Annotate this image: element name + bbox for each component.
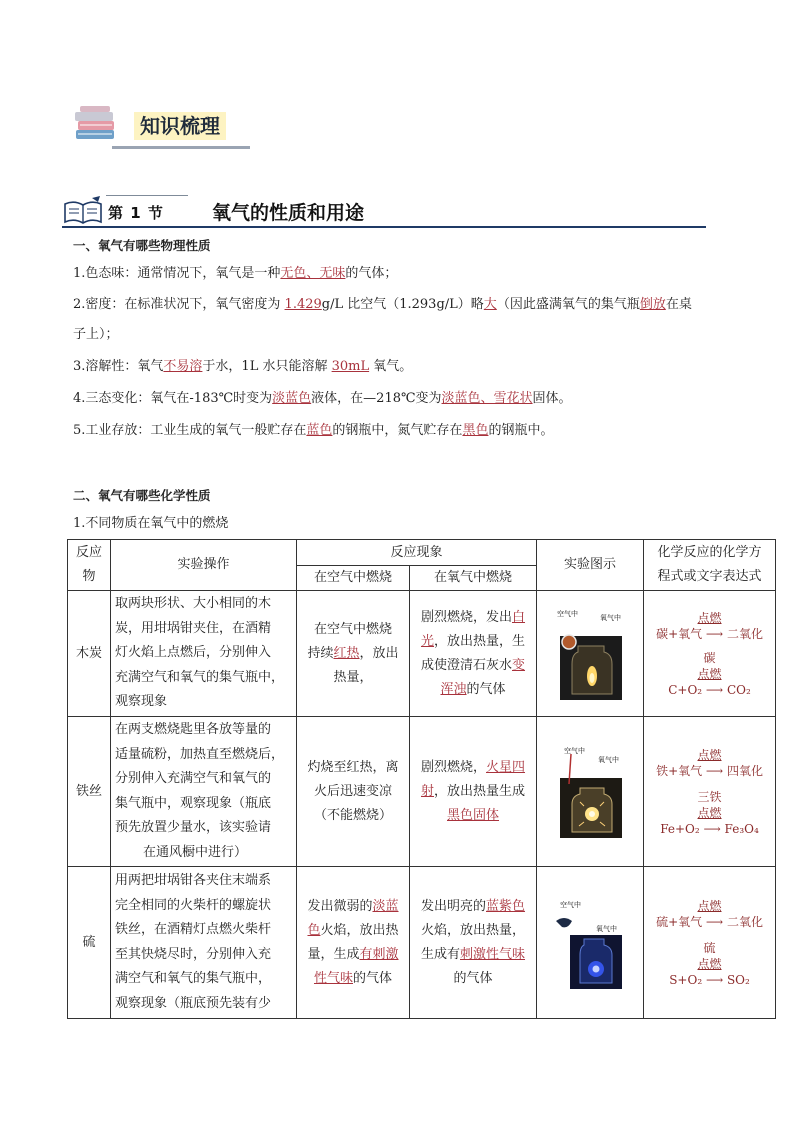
label-air: 空气中	[564, 746, 586, 755]
chemical-heading: 二、氧气有哪些化学性质	[73, 488, 211, 503]
label-air: 空气中	[560, 900, 582, 909]
equation-cell: 点燃 硫+氧气 ⟶ 二氧化 硫 点燃 S+O₂ ⟶ SO₂	[644, 867, 776, 1019]
oxygen-phenomenon-cell: 剧烈燃烧，火星四 射，放出热量生成 黑色固体	[410, 717, 537, 867]
table-row	[68, 867, 776, 1019]
air-phenomenon-cell: 灼烧至红热，离 火后迅速变凉 （不能燃烧）	[297, 717, 410, 867]
substance-cell: 木炭	[68, 591, 111, 717]
figure-cell	[537, 867, 644, 1019]
figure-cell	[537, 717, 644, 867]
air-phenomenon-cell: 在空气中燃烧 持续红热，放出 热量，	[297, 591, 410, 717]
section-top-rule	[106, 195, 188, 196]
physical-item-1: 1.色态味：通常情况下，氧气是一种无色、无味的气体；	[73, 266, 398, 281]
section-label: 第 1 节	[108, 204, 164, 222]
header-underline	[112, 146, 250, 149]
table-row	[68, 591, 776, 717]
header-figure: 实验图示	[537, 540, 644, 591]
equation-cell: 点燃 铁+氧气 ⟶ 四氧化 三铁 点燃 Fe+O₂ ⟶ Fe₃O₄	[644, 717, 776, 867]
header-equation: 化学反应的化学方 程式或文字表达式	[644, 540, 776, 591]
physical-item-3: 3.溶解性：氧气不易溶于水，1L 水只能溶解 30mL 氧气。	[73, 359, 413, 374]
physical-item-4: 4.三态变化：氧气在-183℃时变为淡蓝色液体，在—218℃变为淡蓝色、雪花状固体。	[73, 391, 572, 406]
header-in-oxygen: 在氧气中燃烧	[410, 566, 537, 591]
equation-cell: 点燃 碳+氧气 ⟶ 二氧化 碳 点燃 C+O₂ ⟶ CO₂	[644, 591, 776, 717]
label-oxygen: 氧气中	[598, 755, 620, 764]
sulfur-experiment-photo	[554, 895, 626, 991]
operation-cell: 在两支燃烧匙里各放等量的 适量硫粉，加热直至燃烧后， 分别伸入充满空气和氧气的 集气瓶中，观察现象（瓶底 预先放置少量水，该实验请 在通风橱中进行）	[111, 717, 297, 867]
charcoal-experiment-photo	[554, 606, 626, 702]
open-book-icon	[62, 196, 104, 226]
label-oxygen: 氧气中	[596, 924, 618, 933]
label-air: 空气中	[557, 609, 579, 618]
physical-item-2-cont: 子上）；	[73, 327, 119, 342]
label-oxygen: 氧气中	[600, 613, 622, 622]
substance-cell: 硫	[68, 867, 111, 1019]
page-title: 知识梳理	[134, 112, 226, 140]
operation-cell: 用两把坩埚钳各夹住末端系 完全相同的火柴杆的螺旋状 铁丝，在酒精灯点燃火柴杆 至其快烧尽时，分别伸入充 满空气和氧气的集气瓶中， 观察现象（瓶底预先装有少	[111, 867, 297, 1019]
header-substance: 反应 物	[68, 540, 111, 591]
books-icon	[72, 104, 120, 144]
header-phenomenon: 反应现象	[297, 540, 537, 566]
physical-item-2: 2.密度：在标准状况下，氧气密度为 1.429g/L 比空气（1.293g/L）略大（因此盛满氧气的集气瓶倒放在桌	[73, 297, 692, 312]
header-operation: 实验操作	[111, 540, 297, 591]
operation-cell: 取两块形状、大小相同的木 炭，用坩埚钳夹住，在酒精 灯火焰上点燃后，分别伸入 充满空气和氧气的集气瓶中， 观察现象	[111, 591, 297, 717]
combustion-table	[67, 539, 776, 1019]
oxygen-phenomenon-cell: 发出明亮的蓝紫色 火焰，放出热量， 生成有刺激性气味 的气体	[410, 867, 537, 1019]
chemical-subheading: 1.不同物质在氧气中的燃烧	[73, 516, 229, 531]
section-title: 氧气的性质和用途	[212, 202, 365, 224]
table-row	[68, 717, 776, 867]
air-phenomenon-cell: 发出微弱的淡蓝 色火焰，放出热 量，生成有刺激 性气味的气体	[297, 867, 410, 1019]
iron-wire-experiment-photo	[554, 744, 626, 840]
physical-heading: 一、氧气有哪些物理性质	[73, 238, 211, 253]
figure-cell	[537, 591, 644, 717]
physical-item-5: 5.工业存放：工业生成的氧气一般贮存在蓝色的钢瓶中，氮气贮存在黑色的钢瓶中。	[73, 423, 554, 438]
substance-cell: 铁丝	[68, 717, 111, 867]
oxygen-phenomenon-cell: 剧烈燃烧，发出白 光，放出热量，生 成使澄清石灰水变 浑浊的气体	[410, 591, 537, 717]
section-rule	[62, 226, 706, 228]
header-in-air: 在空气中燃烧	[297, 566, 410, 591]
